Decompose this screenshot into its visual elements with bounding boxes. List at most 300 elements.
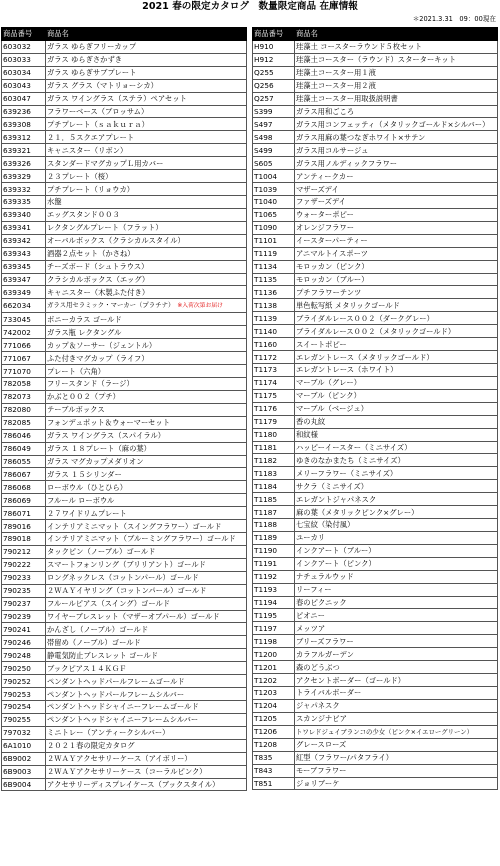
product-name: ゆきのなかまたち（ミニサイズ）: [296, 455, 405, 465]
header-name: 商品名: [46, 28, 247, 41]
product-code: 797032: [2, 726, 46, 739]
table-row: [253, 738, 498, 751]
table-row: [253, 480, 498, 493]
table-row: [253, 622, 498, 635]
product-code: T1197: [253, 622, 295, 635]
product-name-cell: [46, 131, 247, 144]
product-code: T1181: [253, 441, 295, 454]
product-code: 6B9003: [2, 765, 46, 778]
product-name: スタンダードマグカップＬ用カバー: [47, 158, 164, 168]
table-row: [253, 273, 498, 286]
product-name-cell: [46, 571, 247, 584]
product-code: 786068: [2, 481, 46, 494]
table-row: [2, 286, 247, 299]
product-name: ジャパネスク: [296, 701, 340, 711]
product-name: ２０２１春の限定カタログ: [47, 741, 135, 751]
product-name-cell: [295, 402, 498, 415]
product-name: 麻の葉（メタリックピンク×グレー）: [296, 507, 419, 517]
product-code: 639349: [2, 286, 46, 299]
product-code: 782073: [2, 390, 46, 403]
product-name: オレンジフラワー: [296, 223, 355, 233]
table-row: [2, 429, 247, 442]
product-code: T835: [253, 751, 295, 764]
table-row: [2, 208, 247, 221]
product-name-cell: [295, 389, 498, 402]
product-code: T1119: [253, 247, 295, 260]
product-name-cell: [46, 157, 247, 170]
table-row: [253, 635, 498, 648]
product-name: フリースタンド（ラージ）: [47, 379, 134, 389]
product-name-cell: [295, 376, 498, 389]
product-code: T1184: [253, 480, 295, 493]
stock-table-right: [252, 27, 498, 790]
product-name: 珪藻土コースター用１液: [296, 68, 376, 78]
product-name: 七宝紋（染付風）: [296, 520, 355, 530]
product-name-cell: [46, 286, 247, 299]
table-row: [253, 493, 498, 506]
product-code: Q255: [253, 66, 295, 79]
table-header: [2, 28, 247, 41]
product-name-cell: [295, 519, 498, 532]
table-row: [253, 286, 498, 299]
product-code: T1189: [253, 531, 295, 544]
header-code: 商品番号: [2, 28, 46, 41]
product-name-cell: [295, 557, 498, 570]
product-name-cell: [46, 675, 247, 688]
product-name-cell: [295, 363, 498, 376]
product-name: カラフルガーデン: [296, 649, 354, 659]
table-row: [253, 208, 498, 221]
product-name: エレガントジャパネスク: [296, 494, 377, 504]
product-code: T1173: [253, 363, 295, 376]
product-name: 和紋様: [296, 430, 318, 440]
product-name: プチフラワーテンツ: [296, 287, 362, 297]
table-row: [253, 583, 498, 596]
product-name-cell: [295, 260, 498, 273]
table-row: [2, 53, 247, 66]
product-code: 639347: [2, 273, 46, 286]
product-name: 珪藻土 コースターラウンド５枚セット: [296, 42, 423, 52]
table-row: [2, 403, 247, 416]
product-code: 6A1010: [2, 739, 46, 752]
product-name-cell: [46, 533, 247, 546]
product-name: マザーズデイ: [296, 184, 339, 194]
product-code: 6B9002: [2, 752, 46, 765]
product-code: T1135: [253, 273, 295, 286]
product-name-cell: [295, 687, 498, 700]
product-code: 639340: [2, 208, 46, 221]
table-row: [253, 195, 498, 208]
product-name-cell: [46, 584, 247, 597]
product-code: 639335: [2, 195, 46, 208]
product-name: モロッカン（ピンク）: [296, 262, 369, 272]
product-name-cell: [295, 118, 498, 131]
table-row: [253, 351, 498, 364]
product-name-cell: [46, 752, 247, 765]
product-name-cell: [295, 273, 498, 286]
product-name-cell: [295, 351, 498, 364]
product-name: マーブル（ピンク）: [296, 391, 361, 401]
product-name: ２３プレート（桜）: [47, 171, 113, 181]
header-name: 商品名: [295, 28, 498, 41]
product-code: 782058: [2, 377, 46, 390]
product-name: ガラス １８プレート（麻の葉）: [47, 444, 151, 454]
product-name: アンティークカー: [296, 171, 354, 181]
table-row: [253, 299, 498, 312]
product-name-cell: [295, 40, 498, 53]
product-name-cell: [295, 428, 498, 441]
product-code: T1175: [253, 389, 295, 402]
product-code: S605: [253, 157, 295, 170]
product-name: ブリーズフラワー: [296, 636, 354, 646]
table-header: [253, 28, 498, 41]
product-code: 782080: [2, 403, 46, 416]
product-name: ガラス ワイングラス（ステラ）ペアセット: [47, 94, 187, 104]
product-name-cell: [46, 377, 247, 390]
product-code: 771066: [2, 339, 46, 352]
product-name-cell: [295, 777, 498, 790]
product-name-cell: [46, 183, 247, 196]
table-row: [2, 365, 247, 378]
table-row: [2, 623, 247, 636]
product-name: 酒器２点セット（かさね）: [47, 249, 135, 259]
product-code: T1182: [253, 454, 295, 467]
table-row: [253, 441, 498, 454]
product-name-cell: [46, 221, 247, 234]
product-name-cell: [46, 273, 247, 286]
product-name: ガラス用コルサージュ: [296, 145, 369, 155]
product-name-cell: [46, 649, 247, 662]
product-name-cell: [46, 701, 247, 714]
product-name: ファザーズデイ: [296, 197, 346, 207]
product-code: 782085: [2, 416, 46, 429]
table-row: [2, 157, 247, 170]
product-name-cell: [295, 415, 498, 428]
table-row: [2, 701, 247, 714]
product-name-cell: [295, 635, 498, 648]
table-row: [253, 609, 498, 622]
product-name: メリーフラワー（ミニサイズ）: [296, 468, 398, 478]
product-name: アクセサリーディスプレイケース（ブックスタイル）: [47, 780, 220, 789]
table-row: [2, 726, 247, 739]
table-row: [2, 416, 247, 429]
product-name: モロッカン（ブルー）: [296, 274, 369, 284]
product-name: ブライダルレース００２（メタリックゴールド）: [296, 326, 456, 336]
product-code: 790212: [2, 545, 46, 558]
product-name: ガラス ワイングラス（スパイラル）: [47, 431, 166, 441]
product-name: ガラス グラス（マトリョーシカ）: [47, 81, 158, 91]
product-name-cell: [295, 493, 498, 506]
product-name-cell: [295, 234, 498, 247]
product-code: T1188: [253, 519, 295, 532]
table-row: [2, 597, 247, 610]
table-row: [253, 131, 498, 144]
table-row: [2, 545, 247, 558]
table-row: [2, 195, 247, 208]
product-code: 790252: [2, 675, 46, 688]
product-code: T1202: [253, 674, 295, 687]
product-name: マーブル（ベージュ）: [296, 404, 369, 414]
table-row: [2, 481, 247, 494]
product-code: T1160: [253, 338, 295, 351]
product-name-cell: [295, 699, 498, 712]
product-name: ナチュラルウッド: [296, 572, 354, 582]
product-name: ワイヤーブレスレット（マザーオブパール）ゴールド: [47, 612, 220, 622]
product-name-cell: [46, 597, 247, 610]
page-title: 2021 春の限定カタログ 数量限定商品 在庫情報: [142, 1, 358, 12]
product-code: 603043: [2, 79, 46, 92]
table-row: [2, 507, 247, 520]
product-code: 790222: [2, 558, 46, 571]
product-code: 789016: [2, 520, 46, 533]
table-row: [253, 415, 498, 428]
product-name: フルールピアス（スイング）ゴールド: [47, 599, 171, 609]
table-row: [2, 455, 247, 468]
table-row: [253, 260, 498, 273]
product-name-cell: [46, 429, 247, 442]
product-name-cell: [295, 738, 498, 751]
product-name-cell: [46, 688, 247, 701]
product-name: 珪藻土コースター用２液: [296, 81, 376, 91]
product-name-cell: [46, 326, 247, 339]
product-name: ブライダルレース００２（ダークグレー）: [296, 313, 434, 323]
product-name-cell: [46, 520, 247, 533]
product-name: ガラス用麻の葉つなぎホワイト×サテン: [296, 132, 426, 142]
product-name: ガラス用和ごころ: [296, 106, 355, 116]
table-row: [253, 170, 498, 183]
product-name: スマートフォンリング（ブリリアント）ゴールド: [47, 560, 206, 570]
product-name: フォンデュポット＆ウォーマーセット: [47, 418, 171, 428]
table-row: [2, 118, 247, 131]
product-name-cell: [295, 221, 498, 234]
product-name-cell: [46, 545, 247, 558]
product-name-cell: [295, 570, 498, 583]
table-row: [253, 40, 498, 53]
product-code: 790233: [2, 571, 46, 584]
product-code: T843: [253, 764, 295, 777]
table-row: [253, 725, 498, 738]
table-row: [2, 79, 247, 92]
product-code: 639345: [2, 260, 46, 273]
product-name: リーフィー: [296, 585, 332, 595]
table-row: [2, 339, 247, 352]
table-row: [253, 674, 498, 687]
table-row: [2, 636, 247, 649]
product-name-cell: [295, 105, 498, 118]
product-code: 639236: [2, 105, 46, 118]
product-name: インクアート（ピンク）: [296, 559, 376, 569]
table-row: [2, 247, 247, 260]
table-row: [2, 675, 247, 688]
table-row: [253, 92, 498, 105]
table-row: [253, 544, 498, 557]
product-code: Q257: [253, 92, 295, 105]
product-name-cell: [295, 583, 498, 596]
product-name: トライバルボーダー: [296, 688, 362, 698]
product-name-cell: [295, 622, 498, 635]
product-name-cell: [295, 79, 498, 92]
product-code: T1194: [253, 596, 295, 609]
product-name-cell: [295, 506, 498, 519]
product-name-cell: [46, 260, 247, 273]
product-code: 639342: [2, 234, 46, 247]
table-row: [253, 221, 498, 234]
table-row: [253, 570, 498, 583]
product-name: ボニーカラス ゴールド: [47, 314, 122, 324]
product-name: 香の丸紋: [296, 417, 326, 427]
restock-note: ※入荷次第お届け: [177, 303, 223, 310]
product-name-cell: [295, 712, 498, 725]
product-code: 790239: [2, 610, 46, 623]
table-row: [253, 712, 498, 725]
product-name-cell: [46, 390, 247, 403]
table-row: [253, 402, 498, 415]
product-name-cell: [46, 442, 247, 455]
table-row: [253, 389, 498, 402]
table-row: [2, 170, 247, 183]
product-name: ガラス用コンフェッティ（メタリックゴールド×シルバー）: [296, 119, 490, 129]
product-name: ハッピーイースター（ミニサイズ）: [296, 442, 412, 452]
product-name: ２１．５スクエアプレート: [47, 132, 135, 142]
table-row: [2, 313, 247, 326]
product-name: キャニスター（リボン）: [47, 145, 128, 155]
product-name: ガラス ゆらぎフリーカップ: [47, 42, 137, 52]
product-name-cell: [46, 170, 247, 183]
product-code: T1187: [253, 506, 295, 519]
product-name: イースターパーティー: [296, 236, 368, 246]
product-name-cell: [46, 144, 247, 157]
product-name-cell: [295, 338, 498, 351]
table-row: [2, 92, 247, 105]
product-name-cell: [295, 247, 498, 260]
table-row: [253, 557, 498, 570]
table-row: [2, 40, 247, 53]
table-row: [2, 571, 247, 584]
table-row: [253, 363, 498, 376]
table-row: [2, 662, 247, 675]
table-row: [253, 118, 498, 131]
table-row: [253, 183, 498, 196]
product-name-cell: [46, 105, 247, 118]
product-name: ウォーターポピー: [296, 210, 354, 220]
timestamp: ＊2021.3.31 09：00現在: [412, 15, 496, 23]
product-name: グレースローズ: [296, 740, 347, 750]
product-name-cell: [295, 467, 498, 480]
product-name-cell: [295, 751, 498, 764]
product-code: S399: [253, 105, 295, 118]
product-name-cell: [295, 441, 498, 454]
product-code: 639329: [2, 170, 46, 183]
product-code: T1195: [253, 609, 295, 622]
table-row: [253, 144, 498, 157]
product-name: スイートポピー: [296, 339, 347, 349]
table-row: [253, 687, 498, 700]
product-name-cell: [295, 195, 498, 208]
table-row: [253, 648, 498, 661]
product-name: メッツア: [296, 623, 326, 633]
product-code: 6B9004: [2, 778, 46, 791]
product-code: 786055: [2, 455, 46, 468]
product-name: ペンダントヘッドパールフレームシルバー: [47, 689, 185, 699]
table-row: [253, 454, 498, 467]
product-name-cell: [295, 66, 498, 79]
table-row: [253, 777, 498, 790]
product-code: T1200: [253, 648, 295, 661]
product-code: T1190: [253, 544, 295, 557]
product-code: S497: [253, 118, 295, 131]
product-name-cell: [46, 726, 247, 739]
table-row: [2, 299, 247, 313]
product-name: キャニスター（木製ふた付き）: [47, 287, 150, 297]
product-name-cell: [46, 494, 247, 507]
product-code: T851: [253, 777, 295, 790]
table-row: [253, 699, 498, 712]
product-code: 771070: [2, 365, 46, 378]
product-name: チーズボード（シュトラウス）: [47, 262, 149, 272]
table-row: [2, 326, 247, 339]
product-name: かぶと００２（プチ）: [47, 392, 120, 402]
product-name-cell: [46, 765, 247, 778]
table-row: [253, 312, 498, 325]
product-name: ガラス １５シリンダー: [47, 469, 122, 479]
table-row: [253, 105, 498, 118]
product-code: 786046: [2, 429, 46, 442]
table-row: [253, 338, 498, 351]
product-code: T1204: [253, 699, 295, 712]
product-code: 790237: [2, 597, 46, 610]
product-name-cell: [295, 170, 498, 183]
product-code: 603034: [2, 66, 46, 79]
product-name: アニマルトイスポーツ: [296, 249, 368, 259]
table-row: [2, 131, 247, 144]
product-name: ジョリブーケ: [296, 779, 340, 788]
table-row: [253, 596, 498, 609]
product-name: スカンジナビア: [296, 714, 347, 724]
product-code: T1004: [253, 170, 295, 183]
product-name: ガラス用ノルディックフラワー: [296, 158, 398, 168]
product-code: T1193: [253, 583, 295, 596]
product-name-cell: [46, 66, 247, 79]
product-name: アクセントボーダー（ゴールド）: [296, 675, 406, 685]
product-name: ペンダントヘッドシャイニーフレームシルバー: [47, 715, 199, 725]
table-row: [2, 713, 247, 726]
product-name-cell: [46, 365, 247, 378]
product-code: T1172: [253, 351, 295, 364]
product-name: 春のピクニック: [296, 598, 347, 608]
product-name: ペンダントヘッドパールフレームゴールド: [47, 676, 185, 686]
product-name-cell: [295, 325, 498, 338]
table-row: [253, 751, 498, 764]
product-name-cell: [46, 40, 247, 53]
product-code: 790254: [2, 701, 46, 714]
product-name-cell: [46, 739, 247, 752]
product-name-cell: [295, 725, 498, 738]
product-code: T1101: [253, 234, 295, 247]
product-name: フラワーベース（ブロッサム）: [47, 106, 149, 116]
table-row: [253, 376, 498, 389]
product-code: Q256: [253, 79, 295, 92]
product-name-cell: [46, 403, 247, 416]
product-name-cell: [46, 636, 247, 649]
product-name: ガラス瓶 レクタングル: [47, 327, 122, 337]
product-name-cell: [295, 454, 498, 467]
table-row: [2, 610, 247, 623]
table-row: [2, 584, 247, 597]
product-code: 786049: [2, 442, 46, 455]
table-row: [2, 390, 247, 403]
product-code: 742002: [2, 326, 46, 339]
product-name-cell: [295, 764, 498, 777]
